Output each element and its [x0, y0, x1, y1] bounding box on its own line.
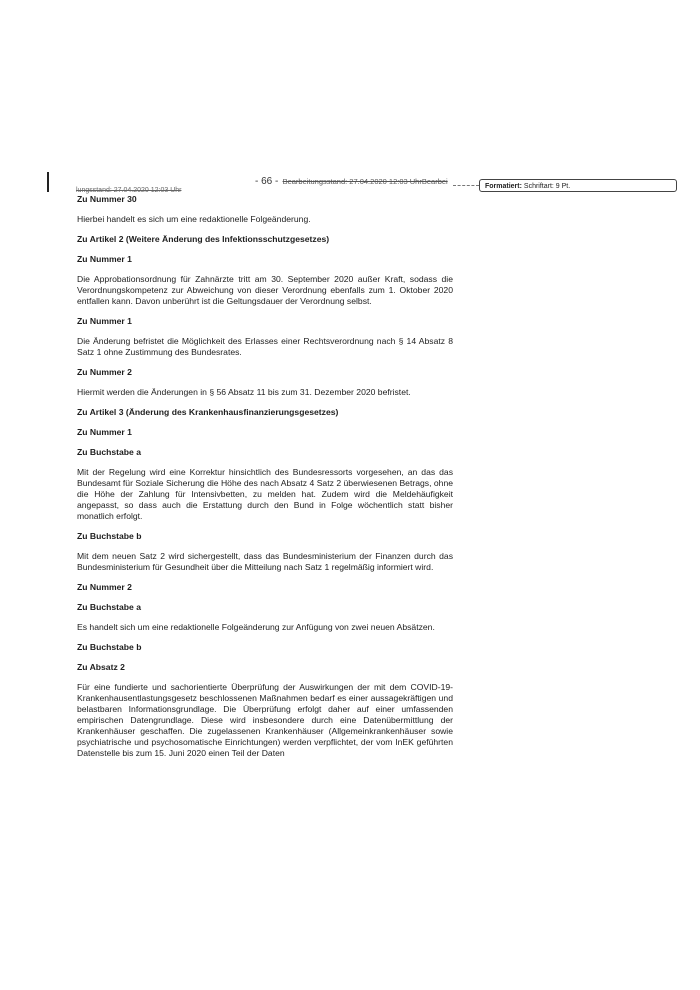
section-heading: Zu Artikel 3 (Änderung des Krankenhausfinanzierungsgesetzes) — [77, 407, 339, 417]
document-body — [77, 194, 453, 768]
format-label: Formatiert: — [485, 183, 522, 190]
section-heading: Zu Nummer 30 — [77, 194, 137, 204]
section-heading: Zu Buchstabe b — [77, 531, 142, 541]
section-heading: Zu Artikel 2 (Weitere Änderung des Infektionsschutzgesetzes) — [77, 234, 330, 244]
page-number: - 66 - — [255, 176, 279, 187]
header-deleted-text: lungsstand: 27.04.2020 12:03 Uhr — [76, 187, 182, 194]
section-heading: Zu Nummer 1 — [77, 254, 132, 264]
section-heading: Zu Nummer 2 — [77, 582, 132, 592]
section-heading: Zu Nummer 1 — [77, 427, 132, 437]
body-paragraph: Mit der Regelung wird eine Korrektur hinsichtlich des Bundesressorts vorgesehen, an das das Bundesamt für Soziale Sicherung die Höhe des nach Absatz 4 Satz 2 überwiesenen Betrags, ohne die Höhe der Zahlung für Intensivbetten, zu melden hat. Zudem wird die Meldehäufigkeit angepasst, so dass auch die Erstattung durch den Bund in Folge wöchentlich statt bisher monatlich erfolgt. — [77, 467, 453, 521]
section-heading: Zu Buchstabe a — [77, 602, 141, 612]
section-heading: Zu Absatz 2 — [77, 662, 125, 672]
body-paragraph: Mit dem neuen Satz 2 wird sichergestellt, dass das Bundesministerium der Finanzen durch das Bundesministerium für Gesundheit über die Mitteilung nach Satz 1 regelmäßig informiert wird. — [77, 551, 453, 572]
page-header — [255, 176, 448, 187]
comment-connector — [453, 185, 479, 186]
format-comment-balloon[interactable] — [479, 179, 677, 192]
section-heading: Zu Nummer 1 — [77, 316, 132, 326]
body-paragraph: Hierbei handelt es sich um eine redaktionelle Folgeänderung. — [77, 214, 311, 224]
section-heading: Zu Buchstabe b — [77, 642, 142, 652]
format-value: Schriftart: 9 Pt. — [521, 183, 571, 190]
body-paragraph: Die Approbationsordnung für Zahnärzte tritt am 30. September 2020 außer Kraft, sodass die Verordnungskompetenz zur Abweichung von dieser Verordnung ebenfalls zum 1. Oktober 2020 entfallen kann. Davon unberührt ist die Geltungsdauer der Verordnung selbst. — [77, 274, 453, 306]
body-paragraph: Für eine fundierte und sachorientierte Überprüfung der Auswirkungen der mit dem COVID-19-Krankenhausentlastungsgesetz beschlossenen Maßnahmen bedarf es einer aussagekräftigen und belastbaren Informationsgrundlage. Die Überprüfung erfolgt daher auf einer umfassenden empirischen Datengrundlage. Diese wird insbesondere durch eine Datenübermittlung der Krankenhäuser geschaffen. Die zugelassenen Krankenhäuser (Allgemeinkrankenhäuser sowie psychiatrische und psychosomatische Einrichtungen) werden verpflichtet, der vom InEK geführten Datenstelle bis zum 15. Juni 2020 einen Teil der Daten — [77, 682, 453, 758]
section-heading: Zu Buchstabe a — [77, 447, 141, 457]
header-deleted-revision: Bearbeitungsstand: 27.04.2020 12:03 UhrBearbei — [282, 177, 448, 186]
body-paragraph: Die Änderung befristet die Möglichkeit des Erlasses einer Rechtsverordnung nach § 14 Absatz 8 Satz 1 ohne Zustimmung des Bundesrates. — [77, 336, 453, 357]
section-heading: Zu Nummer 2 — [77, 367, 132, 377]
body-paragraph: Hiermit werden die Änderungen in § 56 Absatz 11 bis zum 31. Dezember 2020 befristet. — [77, 387, 411, 397]
body-paragraph: Es handelt sich um eine redaktionelle Folgeänderung zur Anfügung von zwei neuen Absätzen. — [77, 622, 435, 632]
change-bar — [47, 172, 49, 192]
